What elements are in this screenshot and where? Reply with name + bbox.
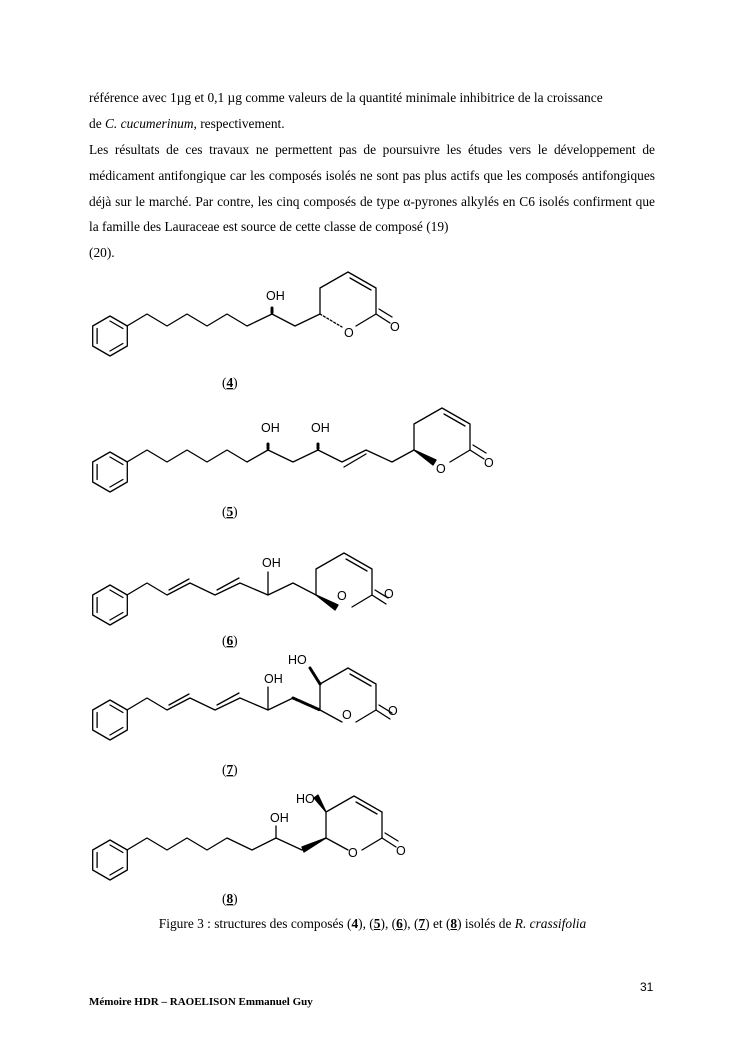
oh-label: OH — [266, 289, 285, 303]
figure-caption: Figure 3 : structures des composés (4), (5), (6), (7) et (8) isolés de R. crassifolia — [158, 916, 587, 931]
compound-label-7: (7) — [222, 762, 238, 777]
carbonyl-oxygen-label: O — [384, 587, 394, 601]
oh-label: OH — [261, 421, 280, 435]
ring-oxygen-label: O — [436, 462, 446, 476]
diene-chain — [127, 698, 320, 710]
oh-label: OH — [264, 672, 283, 686]
species-name: C. cucumerinum — [105, 115, 194, 131]
alkyl-chain — [127, 838, 326, 850]
structure-8 — [93, 792, 406, 906]
benzene-ring — [93, 700, 128, 740]
compound-label-4: (4) — [222, 375, 238, 390]
alkyl-chain — [127, 314, 320, 326]
carbonyl-oxygen-label: O — [396, 844, 406, 858]
oh-label: OH — [262, 556, 281, 570]
ring-oxygen-label: O — [342, 708, 352, 722]
benzene-ring — [93, 840, 128, 880]
wedge-bond — [302, 838, 326, 852]
oh-label: OH — [311, 421, 330, 435]
pyrone-ring — [320, 668, 376, 710]
oh-label: OH — [270, 811, 289, 825]
pyrone-ring — [414, 408, 470, 450]
paragraph-end: (20). — [89, 245, 115, 261]
wedge-bond — [414, 450, 436, 465]
benzene-ring — [93, 316, 128, 356]
pyrone-ring — [320, 272, 376, 314]
carbonyl-oxygen-label: O — [484, 456, 494, 470]
carbonyl-oxygen-label: O — [390, 320, 400, 334]
alkyl-chain — [127, 450, 414, 462]
structure-7 — [93, 653, 398, 777]
structure-4 — [93, 272, 400, 390]
compound-label-8: (8) — [222, 891, 238, 906]
ho-label: HO — [288, 653, 307, 667]
footer-text: Mémoire HDR – RAOELISON Emmanuel Guy — [89, 996, 313, 1008]
paragraph-text: Les résultats de ces travaux ne permettent pas de poursuivre les études vers le développement de médicament antifongique car les composés isolés ne sont pas plus actifs que les composés antifongiques déjà sur le marché. Par contre, les cinq composés de type α-pyrones alkylés en C6 isolés confirment que la famille des Lauraceae est source de cette classe de composé (19) — [89, 142, 655, 235]
text-line: référence avec 1µg et 0,1 µg comme valeurs de la quantité minimale inhibitrice de la croissance — [89, 90, 603, 105]
ring-oxygen-label: O — [344, 326, 354, 340]
ho-label: HO — [296, 792, 315, 806]
text-line: de C. cucumerinum, respectivement. — [89, 115, 285, 131]
diene-chain — [127, 583, 316, 595]
compound-label-6: (6) — [222, 633, 238, 648]
wedge-bond — [314, 795, 326, 812]
pyrone-ring — [326, 796, 382, 838]
compound-label-5: (5) — [222, 504, 238, 519]
benzene-ring — [93, 452, 128, 492]
ring-oxygen-label: O — [348, 846, 358, 860]
ring-oxygen-label: O — [337, 589, 347, 603]
hash-bond — [310, 668, 320, 684]
page-number: 31 — [640, 980, 654, 994]
carbonyl-oxygen-label: O — [388, 704, 398, 718]
structure-5 — [93, 408, 494, 519]
structure-6 — [93, 553, 394, 648]
hash-bond — [293, 698, 320, 710]
dashed-bond — [320, 314, 342, 327]
benzene-ring — [93, 585, 128, 625]
